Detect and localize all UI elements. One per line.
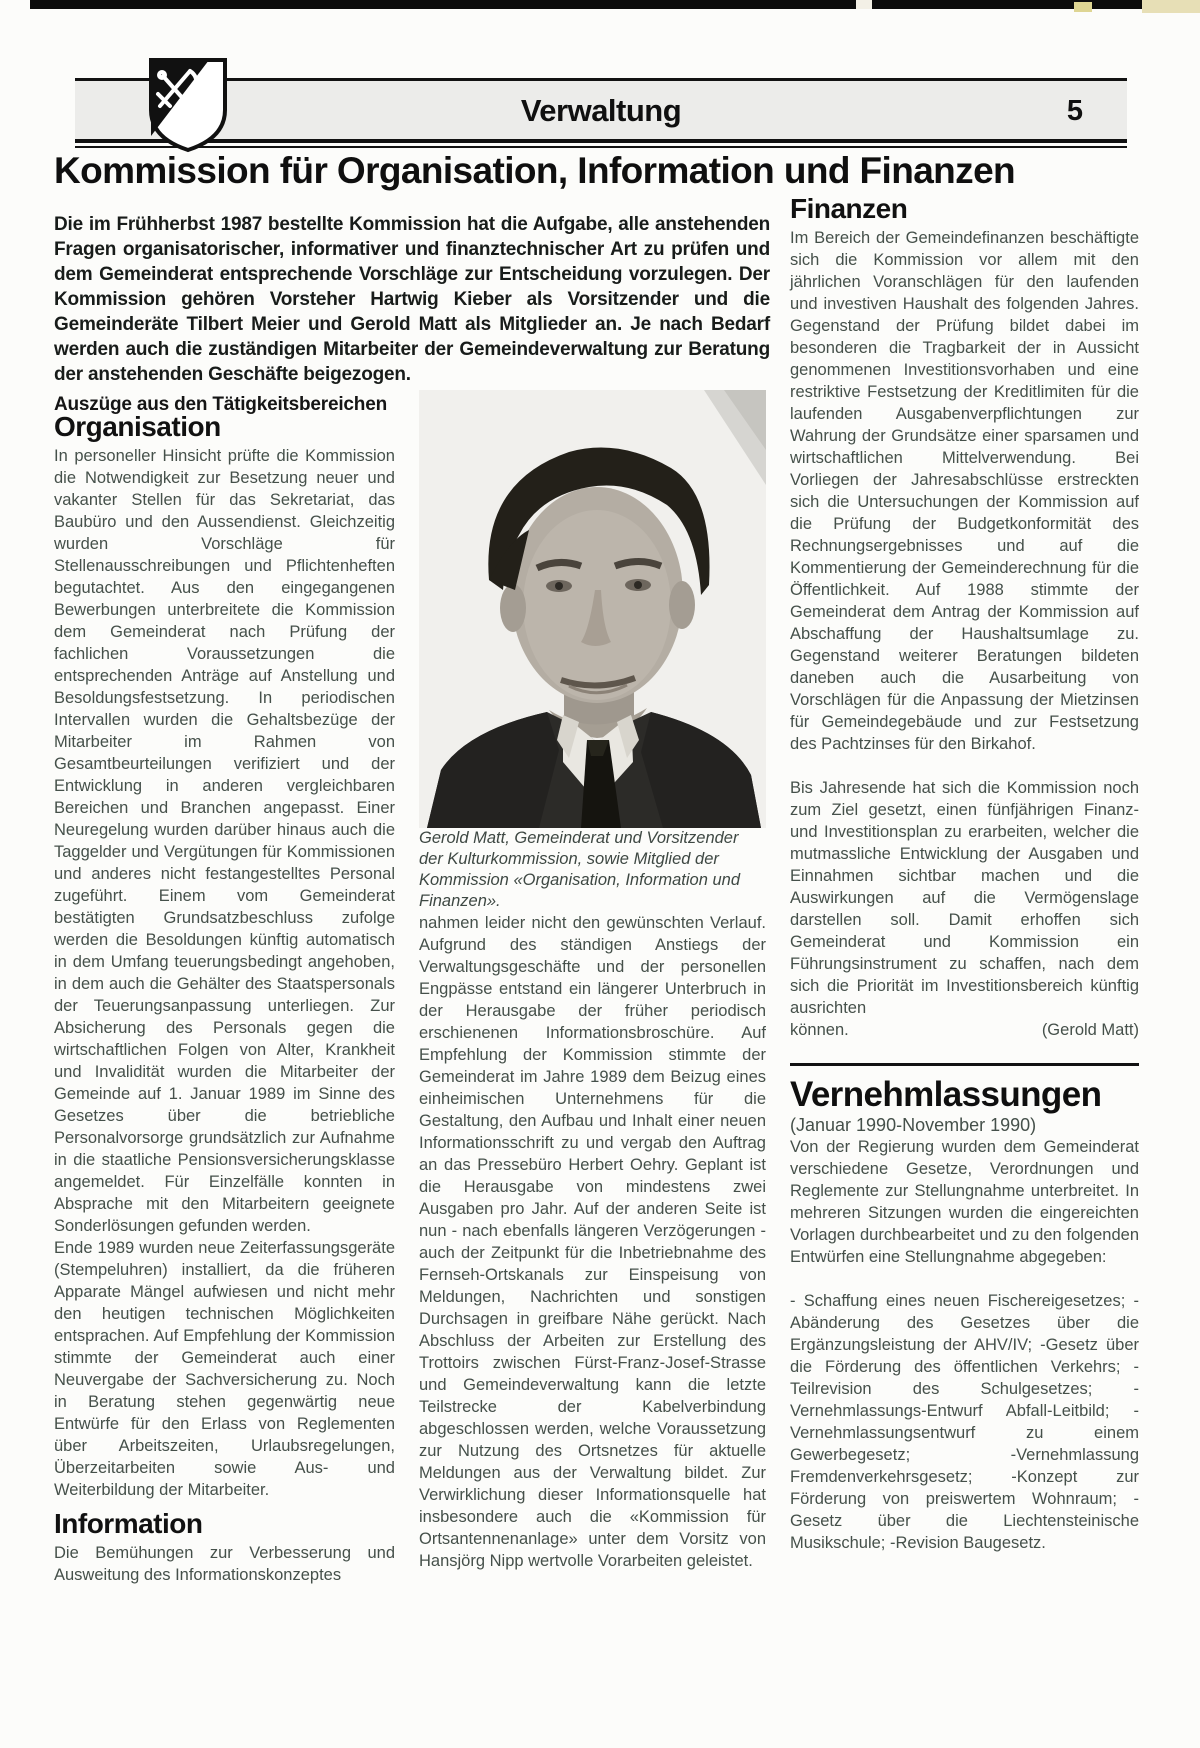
portrait-photo	[419, 390, 766, 828]
band-rule	[75, 139, 1127, 143]
band-rule	[75, 146, 1127, 148]
body-paragraph: In personeller Hinsicht prüfte die Kommission die Notwendigkeit zur Besetzung neuer und vakanter Stellen für das Sekretariat, das Baubüro und den Aussendienst. Gleichzeitig wurden Vorschläge für Stellenausschreibungen und Pflichtenheften begutachtet. Aus den eingegangenen Bewerbungen unterbreitete die Kommission dem Gemeinderat nach Prüfung der fachlichen Voraussetzungen die entsprechenden Anträge auf Anstellung und Besoldungsfestsetzung. In periodischen Intervallen wurden die Gehaltsbezüge der Mitarbeiter im Rahmen von Gesamtbeurteilungen verifiziert und der Entwicklung in anderen vergleichbaren Bereichen und Branchen angepasst. Einer Neuregelung wurden darüber hinaus auch die Taggelder und Vergütungen für Kommissionen und anderes nicht festangestelltes Personal zugeführt. Einem vom Gemeinderat bestätigten Grundsatzbeschluss zufolge werden die Besoldungen künftig automatisch in dem Umfang teuerungsbedingt angehoben, in dem auch die Gehälter des Staatspersonals der Teuerungsanpassung unterliegen. Zur Absicherung des Personals gegen die wirtschaftlichen Folgen von Alter, Krankheit und Invalidität wurden die Mitarbeiter der Gemeinde auf 1. Januar 1989 im Sinne des Gesetzes über die betriebliche Personalvorsorge grundsätzlich zur Aufnahme in die staatliche Pensionsversicherungsklasse angemeldet. Für Einzelfälle konnten in Absprache mit den Mitarbeitern geeignete Sonderlösungen gefunden werden.	[54, 447, 395, 1235]
heading-organisation: Organisation	[54, 411, 221, 442]
heading-information: Information	[54, 1508, 203, 1539]
section-title: Verwaltung	[520, 93, 682, 128]
heading-vernehmlassungen: Vernehmlassungen	[790, 1075, 1102, 1114]
author-signature: (Gerold Matt)	[1041, 1021, 1139, 1039]
body-paragraph: nahmen leider nicht den gewünschten Verlauf. Aufgrund des ständigen Anstiegs der Verwaltungsgeschäfte und der personellen Engpässe entstand ein längerer Unterbruch in der Herausgabe der früher periodisch erschienenen Informationsbroschüre. Auf Empfehlung der Kommission stimmte der Gemeinderat im Jahre 1989 dem Beizug eines einheimischen Unternehmens für die Gestaltung, den Aufbau und Inhalt einer neuen Informationsschrift zu und vergab den Auftrag an das Pressebüro Herbert Oehry. Geplant ist die Herausgabe von mindestens zwei Ausgaben pro Jahr. Auf der anderen Seite ist nun - nach ebenfalls längeren Verzögerungen - auch der Zeitpunkt für die Inbetriebnahme des Fernseh-Ortskanals zur Einspeisung von Meldungen, Nachrichten und sonstigen Durchsagen in greifbare Nähe gerückt. Nach Abschluss der Arbeiten zur Erstellung des Trottoirs zwischen Fürst-Franz-Josef-Strasse und Gemeindeverwaltung kann die letzte Teilstrecke der Kabelverbindung abgeschlossen werden, welche Voraussetzung zur Nutzung des Ortsnetzes für aktuelle Meldungen aus der Verwaltung bildet. Zur Verwirklichung dieser Informationsquelle hat insbesondere auch die «Kommission für Ortsantennenanlage» unter dem Vorsitz von Hansjörg Nipp wertvolle Vorarbeiten geleistet.	[419, 914, 766, 1570]
header-band	[75, 78, 1127, 141]
kicker: Auszüge aus den Tätigkeitsbereichen	[54, 394, 387, 415]
right-column	[790, 193, 1139, 1554]
middle-column	[419, 390, 766, 1572]
lead-paragraph: Die im Frühherbst 1987 bestellte Kommission hat die Aufgabe, alle anstehenden Fragen organisatorischer, informativer und finanztechnischer Art zu prüfen und dem Gemeinderat entsprechende Vorschläge zur Entscheidung vorzulegen. Der Kommission gehören Vorsteher Hartwig Kieber als Vorsitzender und die Gemeinderäte Tilbert Meier und Gerold Matt als Mitglieder an. Je nach Bedarf werden auch die zuständigen Mitarbeiter der Gemeindeverwaltung zur Beratung der anstehenden Geschäfte beigezogen.	[54, 214, 770, 385]
photo-caption: Gerold Matt, Gemeinderat und Vorsitzender der Kulturkommission, sowie Mitglied der Kommission «Organisation, Information und Finanzen».	[419, 829, 740, 910]
body-paragraph: Ende 1989 wurden neue Zeiterfassungsgeräte (Stempeluhren) installiert, da die früheren Apparate Mängel aufwiesen und nicht mehr den heutigen technischen Möglichkeiten entsprachen. Auf Empfehlung der Kommission stimmte der Gemeinderat auch einer Neuvergabe der Sachversicherung zu. Noch in Beratung stehen gegenwärtig neue Entwürfe für den Erlass von Reglementen über Arbeitszeiten, Urlaubsregelungen, Überzeitarbeiten sowie Aus- und Weiterbildung der Mitarbeiter.	[54, 1239, 395, 1499]
article-title: Kommission für Organisation, Information und Finanzen	[54, 150, 1016, 191]
scan-artifact	[1074, 2, 1092, 12]
scan-artifact	[1142, 0, 1200, 13]
body-paragraph: Bis Jahresende hat sich die Kommission noch zum Ziel gesetzt, einen fünfjährigen Finanz- und Investitionsplan zu erarbeiten, welcher die mutmassliche Entwicklung der Ausgaben und Einnahmen sichtbar machen und die Auswirkungen auf die Vermögenslage darstellen soll. Damit erhoffen sich Gemeinderat und Kommission ein Führungsinstrument zu schaffen, nach dem sich die Priorität im Investitionsbereich künftig ausrichten	[790, 779, 1139, 1017]
left-column	[54, 394, 395, 1586]
page-number: 5	[1066, 95, 1083, 127]
municipal-crest-icon	[146, 56, 230, 154]
paragraph-end: können.	[790, 1021, 849, 1039]
signature-line	[790, 1019, 1139, 1041]
body-paragraph: Die Bemühungen zur Verbesserung und Ausweitung des Informationskonzeptes	[54, 1544, 395, 1584]
section-divider	[790, 1063, 1139, 1066]
heading-finanzen: Finanzen	[790, 193, 908, 224]
scan-artifact	[856, 0, 872, 9]
top-scan-bar	[30, 0, 1142, 9]
body-paragraph: Im Bereich der Gemeindefinanzen beschäftigte sich die Kommission vor allem mit den jährlichen Voranschlägen für den laufenden und investiven Haushalt des folgenden Jahres. Gegenstand der Prüfung bildet dabei im besonderen die Tragbarkeit der in Aussicht genommenen Investitionsvorhaben und eine restriktive Festsetzung der Kreditlimiten für die laufenden Ausgabenverpflichtungen zur Wahrung der Grundsätze einer sparsamen und wirtschaftlichen Mittelverwendung. Bei Vorliegen der Jahresabschlüsse erstreckten sich die Untersuchungen der Kommission auf die Prüfung der Budgetkonformität des Rechnungsergebnisses und auf die Kommentierung der Gemeinderechnung für die Öffentlichkeit. Auf 1988 stimmte der Gemeinderat dem Antrag der Kommission auf Abschaffung der Haushaltsumlage zu. Gegenstand weiterer Beratungen bildeten daneben auch die Ausarbeitung von Vorschlägen für die Anpassung der Mietzinsen für Gemeindegebäude und zur Festsetzung des Pachtzinses für den Birkahof.	[790, 229, 1139, 753]
body-paragraph: Von der Regierung wurden dem Gemeinderat verschiedene Gesetze, Verordnungen und Reglemente zur Stellungnahme unterbreitet. In mehreren Sitzungen wurden die eingereichten Vorlagen durchbearbeitet und zu den folgenden Entwürfen eine Stellungnahme abgegeben:	[790, 1138, 1139, 1266]
date-range: (Januar 1990-November 1990)	[790, 1115, 1037, 1135]
body-paragraph: - Schaffung eines neuen Fischereigesetzes; -Abänderung des Gesetzes über die Ergänzungsleistung der AHV/IV; -Gesetz über die Förderung des öffentlichen Verkehrs; -Teilrevision des Schulgesetzes; -Vernehmlassungs-Entwurf Abfall-Leitbild; -Vernehmlassungsentwurf zu einem Gewerbegesetz; -Vernehmlassung Fremdenverkehrsgesetz; -Konzept zur Förderung von preiswertem Wohnraum; -Gesetz über die Liechtensteinische Musikschule; -Revision Baugesetz.	[790, 1292, 1139, 1552]
